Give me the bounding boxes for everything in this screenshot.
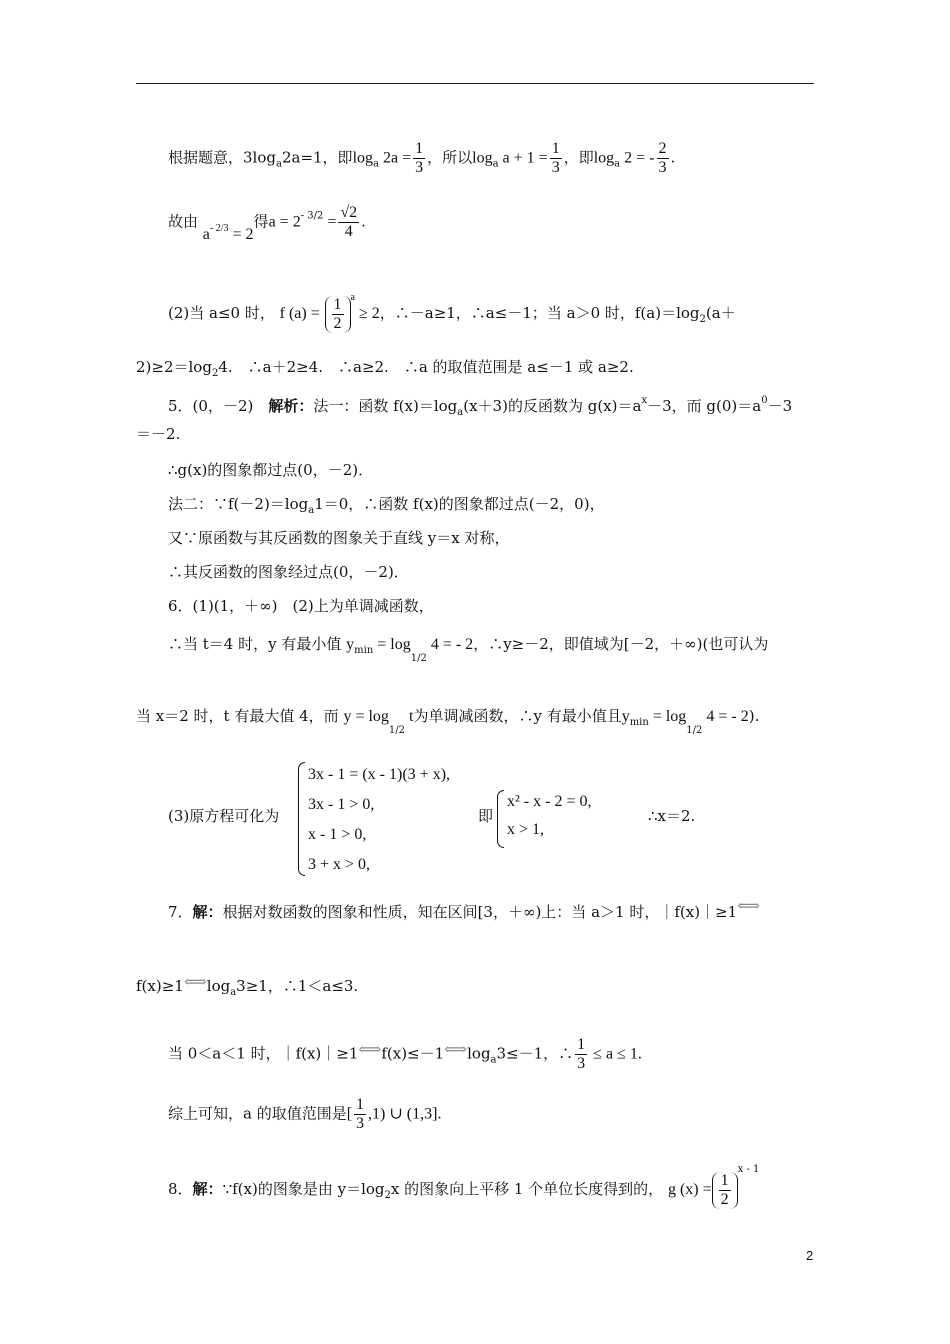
text: log	[467, 1044, 491, 1063]
text: －3，而 g(0)＝a	[647, 397, 762, 415]
text: ，即	[563, 148, 594, 167]
superscript: 0	[761, 395, 768, 406]
system-brace-1	[298, 762, 305, 876]
text: 当 0＜a＜1 时，｜f(x)｜≥1	[168, 1044, 359, 1063]
superscript: - 2/3	[209, 222, 229, 234]
text: 3≤－1，∴	[496, 1044, 574, 1063]
text: ，∴－a≥1，∴a≤－1；当 a＞0 时，f(a)＝log	[379, 304, 700, 322]
text: －3	[767, 397, 793, 415]
line-5	[168, 391, 792, 423]
denominator: 3	[551, 159, 560, 176]
equation: 3x - 1 = (x - 1)(3 + x),	[308, 766, 451, 783]
fraction	[550, 140, 562, 177]
text: ∵f(x)的图象是由 y＝log	[222, 1180, 385, 1198]
math: ≤ a ≤ 1.	[589, 1045, 642, 1063]
math: y	[346, 636, 355, 653]
iff-icon: ⟺	[183, 972, 207, 991]
subscript: a	[457, 407, 464, 418]
text: (a＋	[705, 304, 736, 322]
text: 当 x＝2 时，t 有最大值 4，而	[136, 707, 339, 725]
text: (x＋3)的反函数为 g(x)＝a	[463, 397, 642, 415]
math: t	[405, 708, 414, 725]
line-3	[168, 288, 736, 333]
denominator: 3	[577, 1055, 586, 1072]
subscript: 2	[699, 314, 706, 325]
denominator: 3	[356, 1115, 365, 1132]
subscript: 1/2	[410, 653, 427, 664]
text: .	[670, 148, 676, 167]
text: log	[206, 977, 231, 995]
text: 故由	[168, 212, 199, 231]
subscript: 1/2	[388, 725, 405, 736]
numerator: 1	[356, 1096, 365, 1113]
fraction	[354, 1096, 366, 1133]
line-14-label: (3)原方程可化为	[168, 807, 280, 825]
line-19	[168, 1160, 759, 1209]
line-2	[168, 204, 366, 241]
subscript: 2	[384, 1190, 391, 1201]
subscript: a	[490, 1054, 497, 1066]
text: 3≥1，∴1＜a≤3.	[236, 977, 359, 995]
text: 4. ∴a＋2≥4. ∴a≥2. ∴a 的取值范围是 a≤－1 或 a≥2.	[218, 358, 634, 376]
text: f(x)≥1	[136, 977, 184, 995]
math: f (a) =	[279, 305, 320, 322]
line-10: ∴其反函数的图象经过点(0，－2)．	[168, 563, 409, 581]
text: .	[361, 212, 366, 231]
line-16	[136, 972, 358, 1003]
text: 法二：∵f(－2)＝log	[168, 495, 309, 513]
math: log	[593, 149, 615, 167]
math: =	[323, 213, 337, 231]
fraction	[575, 1036, 587, 1073]
paren-group	[712, 1172, 738, 1209]
line-13	[136, 706, 759, 741]
subscript: 2	[211, 368, 219, 379]
solution-label: 解：	[192, 1180, 223, 1198]
fraction	[719, 1172, 731, 1209]
line-12	[168, 634, 768, 669]
text: 为单调减函数，∴y 有最小值且	[413, 707, 622, 725]
line-9: 又∵原函数与其反函数的图象关于直线 y＝x 对称，	[168, 529, 510, 547]
line-6: ＝－2.	[136, 425, 181, 443]
math	[202, 222, 254, 243]
text: 根据对数函数的图象和性质，知在区间[3，＋∞)上：当 a＞1 时，｜f(x)｜≥1	[222, 903, 738, 921]
text: 2)≥2＝log	[136, 358, 212, 376]
subscript: min	[629, 717, 649, 728]
math: 2a =	[378, 149, 412, 167]
superscript: x - 1	[737, 1164, 760, 1175]
math: 4 = - 2	[702, 708, 749, 725]
equation: x > 1,	[507, 821, 545, 838]
line-4	[136, 357, 634, 384]
fraction	[413, 140, 425, 177]
numerator: 2	[658, 140, 667, 157]
text: 5．(0，－2)	[168, 397, 269, 415]
subscript: a	[275, 158, 282, 170]
text: 2a=1，即	[281, 148, 353, 167]
text: ，∴y≥－2，即值域为[－2，＋∞)(也可认为	[473, 635, 769, 653]
numerator: 1	[551, 140, 560, 157]
math: a	[202, 225, 210, 243]
subscript: a	[308, 505, 315, 516]
text: 综上可知，a 的取值范围是	[168, 1104, 347, 1123]
superscript: x	[641, 395, 648, 406]
text: 1＝0，∴函数 f(x)的图象都过点(－2，0)，	[314, 495, 605, 513]
header-rule	[136, 83, 814, 84]
math: 2 = -	[620, 149, 655, 167]
numerator: √2	[340, 204, 358, 221]
math: a + 1 =	[498, 149, 548, 167]
math: 4 = - 2	[426, 636, 474, 653]
equation: x² - x - 2 = 0,	[507, 793, 592, 810]
numerator: 1	[577, 1036, 586, 1053]
fraction	[657, 140, 669, 177]
line-1	[168, 140, 675, 177]
text: ∴当 t＝4 时，y 有最小值	[168, 635, 342, 653]
text: x 的图象向上平移 1 个单位长度得到的，	[390, 1180, 664, 1198]
line-17	[168, 1036, 642, 1073]
result: ∴x＝2.	[648, 807, 696, 825]
text: ).	[748, 707, 760, 725]
text: 8．	[168, 1180, 193, 1198]
math: y = log	[343, 708, 389, 725]
denominator: 2	[720, 1190, 729, 1208]
line-11: 6．(1)(1，＋∞) (2)上为单调减函数，	[168, 597, 434, 615]
ji-label: 即	[478, 807, 494, 825]
equation: x - 1 > 0,	[308, 826, 367, 843]
fraction	[332, 296, 344, 333]
system-brace-2	[497, 790, 504, 848]
denominator: 3	[658, 159, 667, 176]
solution-label: 解：	[192, 903, 223, 921]
math: a = 2	[268, 213, 301, 231]
text: (2)当 a≤0 时，	[168, 304, 275, 322]
numerator: 1	[415, 140, 424, 157]
line-15	[168, 896, 760, 922]
subscript: a	[373, 158, 379, 170]
fraction	[338, 204, 359, 241]
line-7: ∴g(x)的图象都过点(0，－2)．	[168, 461, 374, 479]
text: 得	[253, 212, 269, 231]
math: = log	[648, 708, 687, 725]
math: [	[346, 1105, 353, 1123]
superscript: - 3/2	[300, 210, 324, 222]
math: ,1) ∪ (1,3].	[368, 1105, 442, 1123]
text: 7．	[168, 903, 193, 921]
equation: 3 + x > 0,	[308, 856, 371, 873]
subscript: min	[354, 645, 374, 656]
text: ，所以	[427, 148, 473, 167]
denominator: 4	[344, 223, 353, 240]
iff-icon: ⟺	[737, 896, 761, 915]
math: = 2	[228, 225, 254, 243]
system-2	[507, 788, 591, 844]
math: g (x) =	[667, 1181, 712, 1198]
system-1	[308, 760, 450, 880]
text: f(x)≤－1	[381, 1044, 445, 1063]
denominator: 3	[415, 159, 424, 176]
math: = log	[373, 636, 411, 653]
denominator: 2	[333, 314, 342, 332]
equation: 3x - 1 > 0,	[308, 796, 375, 813]
paren-group	[325, 296, 351, 333]
math: log	[472, 149, 493, 167]
line-18	[168, 1096, 441, 1133]
subscript: 1/2	[686, 725, 703, 736]
subscript: a	[614, 158, 621, 170]
subscript: a	[492, 158, 499, 170]
text: 根据题意，3log	[168, 148, 276, 167]
text: 法一：函数 f(x)＝log	[313, 397, 458, 415]
iff-icon: ⟺	[358, 1039, 382, 1059]
numerator: 1	[720, 1171, 729, 1189]
math: y	[621, 708, 630, 725]
math: log	[352, 149, 374, 167]
subscript: a	[230, 987, 237, 998]
line-8	[168, 494, 605, 521]
iff-icon: ⟺	[444, 1039, 468, 1059]
analysis-label: 解析：	[268, 397, 314, 415]
math: ≥ 2	[354, 305, 380, 322]
superscript: a	[350, 292, 355, 303]
numerator: 1	[333, 295, 342, 313]
page-number: 2	[806, 1248, 814, 1263]
